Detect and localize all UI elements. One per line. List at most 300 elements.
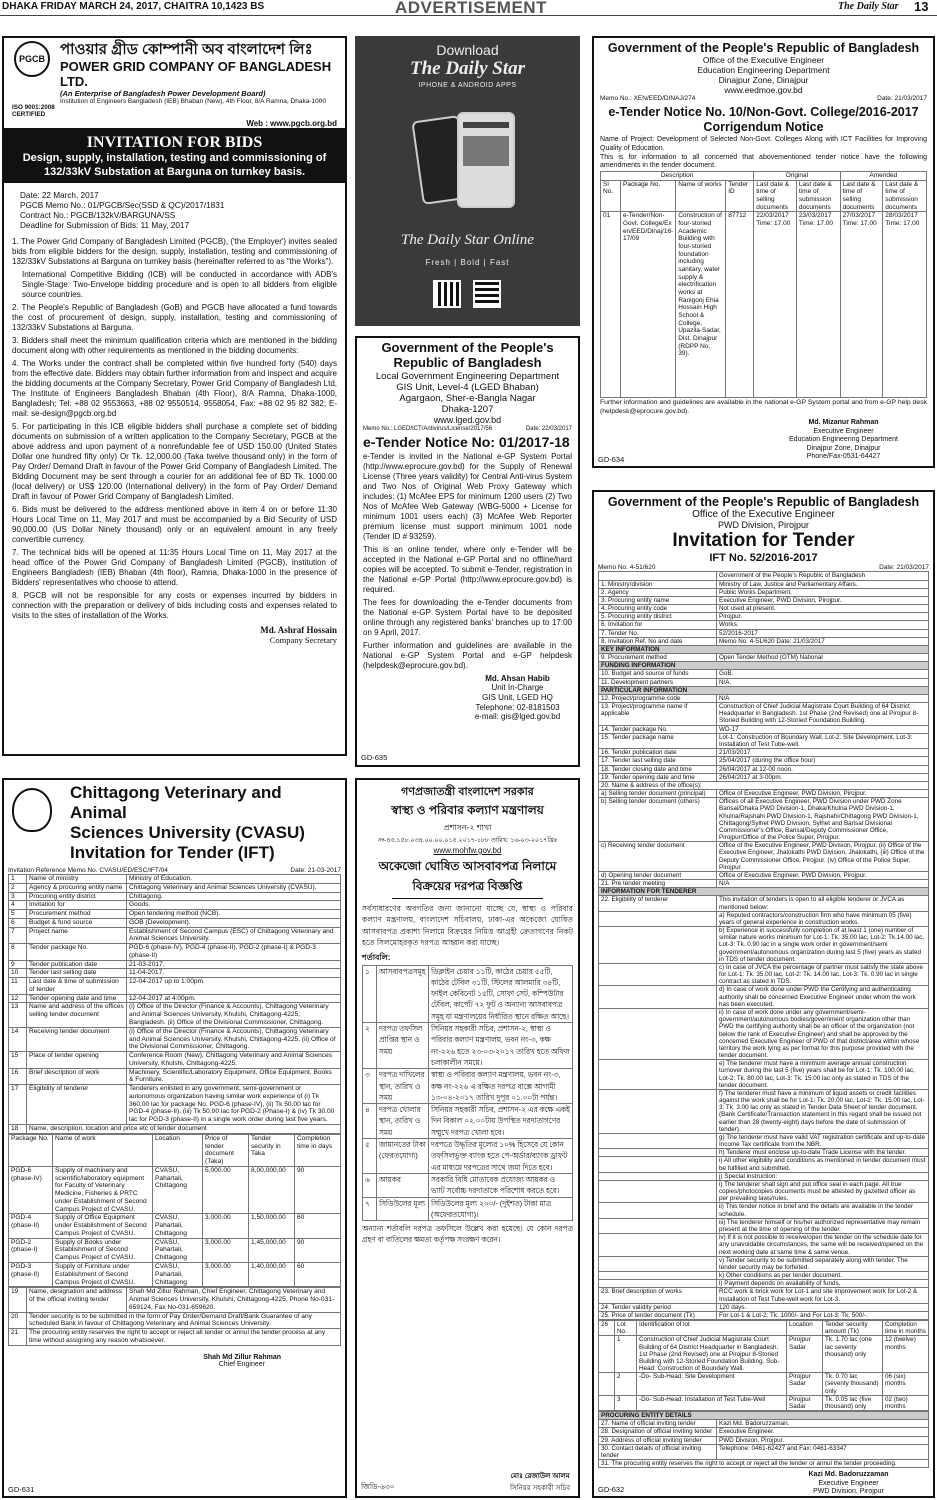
table-cell: 60	[295, 1214, 341, 1238]
mohfw-web: www.mohfw.gov.bd	[433, 846, 502, 855]
table-row	[599, 1009, 929, 1060]
table-row	[599, 1373, 929, 1396]
row-label	[599, 927, 717, 964]
pgcb-name-bn: পাওয়ার গ্রীড কোম্পানী অব বাংলাদেশ লিঃ	[60, 41, 313, 58]
pgcb-web: Web : www.pgcb.org.bd	[4, 119, 345, 131]
eed-office: Office of the Executive Engineer	[702, 55, 825, 66]
row-value: 120 days.	[717, 1303, 929, 1311]
row-number: 7	[9, 927, 27, 944]
row-label: 20. Name & address of the office(s):	[599, 781, 929, 789]
row-label: আয়কর	[377, 1173, 429, 1197]
row-label: 4. Procuring entity code	[599, 605, 717, 613]
row-label	[599, 986, 717, 1009]
pgcb-sig-title: Company Secretary	[269, 635, 337, 646]
table-row	[599, 790, 929, 798]
row-number: ১	[363, 965, 377, 1022]
pgcb-para: 8. PGCB will not be responsible for any costs or expenses incurred by bidders in connection with the preparation or delivery of bids including costs and expenses related to visits to the sites of installation of the Works.	[12, 591, 337, 621]
row-label: 19. Tender opening date and time	[599, 773, 717, 781]
row-label	[599, 1149, 717, 1157]
lged-para: This is an online tender, where only e-Tender will be accepted in the National e-GP Portal and no offline/hard copies will be accepted. To submit e-Tender, registration in the National e-GP Portal (http://www.eprocure.gov.bd) is required.	[363, 544, 572, 594]
table-cell: 8,00,000.00	[249, 1166, 295, 1214]
ds-apps: IPHONE & ANDROID APPS	[418, 82, 517, 89]
row-label: 11. Development partners	[599, 678, 717, 686]
cvasu-title: Invitation for Tender (IFT)	[70, 843, 275, 862]
row-number: ৭	[363, 1197, 377, 1221]
table-row	[599, 1149, 929, 1157]
row-label	[599, 572, 717, 580]
row-value: Government of the People's Republic of Bangladesh	[717, 572, 929, 580]
lged-sig-name: Md. Ahsan Habib	[485, 673, 550, 683]
column-header: Package No.	[9, 1134, 53, 1166]
table-cell: 1,40,000.00	[249, 1262, 295, 1286]
pwd-table-2	[598, 1411, 929, 1468]
eed-date: Date: 21/03/2017	[877, 95, 927, 103]
pwd-advert	[592, 490, 935, 1498]
row-label: 17. Tender last selling date	[599, 757, 717, 765]
lged-sig-line: GIS Unit, LGED HQ	[482, 693, 553, 703]
mohfw-advert	[355, 778, 580, 1498]
row-value: (i) Office of the Director (Finance & Accounts), Chittagong Veterinary and Animal Sciences University, Khulshi, Chittagong-4225, Bangladesh. (ii) Office of the Divisional Commissioner, Chittagong.	[127, 1003, 341, 1027]
eed-col: Last date & time of submission documents	[883, 180, 927, 212]
row-number: 21	[9, 1329, 27, 1346]
row-label: Procurement method	[27, 910, 127, 919]
eed-cell: 01	[601, 212, 621, 398]
eed-advert	[592, 36, 935, 468]
table-header	[599, 1321, 929, 1336]
lged-web: www.lged.gov.bd	[433, 414, 502, 425]
row-label	[599, 1256, 717, 1271]
column-header: Name of work	[53, 1134, 153, 1166]
row-value: c) In case of JVCA the percentage of partner must satisfy the state above for Lot-1: Tk. 35.00 lac, Lot-2: Tk. 14.00 lac, Lot-3: Tk. 0.90 lac in single contract as stated in TDS.	[717, 963, 929, 986]
row-label	[599, 1157, 717, 1172]
eed-head: Description	[601, 172, 754, 181]
row-label: Eligibility of tenderer	[27, 1085, 127, 1125]
row-value: Works.	[717, 621, 929, 629]
section-heading: PARTICULAR INFORMATION	[599, 686, 929, 694]
table-cell: 90	[295, 1166, 341, 1214]
row-value: ii) In case of work done under any government/semi-government/autonomous bodies/government organization other than PWD the certifying authority shall be an officer of the organization (not below the rank of Executive Engineer) and shall be approved by the concerned Executive Engineer of PWD of that district/area within whose territory the work lying as per format for this purpose provided with the tender document.	[717, 1009, 929, 1060]
table-cell: 3	[615, 1395, 637, 1410]
table-row	[9, 901, 341, 910]
table-row	[599, 588, 929, 596]
row-label: 30. Contact details of official inviting tender	[599, 1444, 717, 1459]
row-label: Agency & procuring entity name	[27, 883, 127, 892]
row-value: iii) The tenderer himself or his/her authorized representative may remain present at the time of opening of the tender.	[717, 1218, 929, 1233]
row-label: Name, description, location and price etc of tender document	[27, 1124, 341, 1133]
cvasu-date: Date: 21-03-2017	[290, 867, 341, 874]
lged-para: The fees for downloading the e-Tender documents from the National e-GP System Portal have to be deposited online through any registered banks' branches up to 17:00 on 9 April, 2017.	[363, 597, 572, 637]
lged-advert	[355, 336, 580, 767]
row-label: Place of tender opening	[27, 1052, 127, 1069]
table-row	[599, 662, 929, 670]
table-row	[599, 1060, 929, 1090]
mohfw-section: প্রশাসন-২ শাখা	[443, 823, 492, 832]
row-value: 12-04-2017 up to 1:00pm.	[127, 978, 341, 995]
row-label	[599, 1089, 717, 1133]
eed-cell: 27/03/2017 Time: 17.00	[840, 212, 883, 398]
eed-sub: Corrigendum Notice	[703, 119, 824, 134]
table-row	[363, 1197, 573, 1221]
table-row	[599, 1395, 929, 1410]
row-value: Construction of Chief Judicial Magistrate Court Building of 64 District Headquarter in Bangladesh. 1st Phase (2nd Revised) one at Pirojpur 8-Storied Building with 12-Storied Foundation Building.	[717, 703, 929, 726]
table-header	[9, 1134, 341, 1166]
column-header: Location	[787, 1321, 823, 1336]
row-label: 29. Address of official inviting tender	[599, 1436, 717, 1444]
row-label: আসবাবপত্রসমূহ	[377, 965, 429, 1022]
eed-cell: 22/03/2017 Time: 17.00	[754, 212, 797, 398]
row-value: Kazi Md. Badoruzzaman.	[717, 1420, 929, 1428]
ds-logo: The Daily Star	[409, 58, 526, 79]
row-label	[599, 1060, 717, 1090]
eed-sig-name: Md. Mizanur Rahman	[808, 419, 879, 427]
row-number: 15	[9, 1052, 27, 1069]
table-row	[599, 572, 929, 580]
row-label	[599, 1172, 717, 1180]
table-row	[599, 963, 929, 986]
row-label: 18. Tender closing date and time	[599, 765, 717, 773]
table-cell: CVASU, Pahartali, Chittagong	[153, 1238, 203, 1262]
row-label: 5. Procuring entity district	[599, 613, 717, 621]
row-value: Goods.	[127, 901, 341, 910]
table-row	[599, 986, 929, 1009]
table-cell: 1,45,000.00	[249, 1238, 295, 1262]
pgcb-advert	[2, 36, 347, 756]
cvasu-name: Chittagong Veterinary and Animal	[70, 783, 282, 822]
pwd-office: Office of the Executive Engineer	[692, 509, 835, 521]
column-header: Completion time in days	[295, 1134, 341, 1166]
issue-date: DHAKA FRIDAY MARCH 24, 2017, CHAITRA 10,1423 BS	[2, 1, 265, 12]
eed-cell: 87712	[726, 212, 754, 398]
table-cell: 3,000.00	[203, 1214, 249, 1238]
table-row	[599, 1280, 929, 1288]
row-label: 14. Tender package No.	[599, 725, 717, 733]
table-row	[599, 645, 929, 653]
row-label: জামানতের টাকা (ফেরতযোগ্য)	[377, 1139, 429, 1174]
table-row	[9, 910, 341, 919]
row-value: Office of the Executive Engineer, PWD Division, Pirojpur. (ii) Office of the Executive Engineer, Jhalokathi PWD Division, Jhalokathi, (iii) Office of the Deputy Commissioner Office, Pirojpur. (iv) Office of the Police Super, Pirojpur.	[717, 842, 929, 872]
eed-sig-line: Education Engineering Department	[789, 436, 898, 444]
row-label: 31. The procuring entity reserves the right to accept or reject all the tender or annul the tender proceeding.	[599, 1460, 929, 1468]
mohfw-sig-name: মোঃ রেজাউল আলম	[510, 1473, 570, 1480]
row-value: 21/03/2017	[717, 749, 929, 757]
table-cell: -Do- Sub-Head: Installation of Test Tube-Well	[637, 1395, 787, 1410]
column-header: Lot No.	[615, 1321, 637, 1336]
table-row	[599, 629, 929, 637]
paper-name: The Daily Star	[838, 1, 899, 12]
row-label	[599, 1280, 717, 1288]
table-row	[9, 969, 341, 978]
row-label: 2. Agency	[599, 588, 717, 596]
lged-unit: GIS Unit, Level-4 (LGED Bhaban)	[396, 381, 539, 393]
table-cell: Pirojpur Sadar	[787, 1336, 823, 1373]
pgcb-contract: Contract No.: PGCB/132kV/BARGUNA/SS	[20, 211, 176, 221]
pwd-sig-name: Kazi Md. Badoruzzaman	[808, 1471, 889, 1479]
table-cell: CVASU, Pahartali, Chittagong	[153, 1262, 203, 1286]
eed-col: Last date & time of selling documents	[840, 180, 883, 212]
row-value: Open Tender Method (OTM) National	[717, 654, 929, 662]
table-row	[599, 1436, 929, 1444]
gd-number: GD-635	[361, 753, 388, 762]
table-row	[599, 678, 929, 686]
row-value: 26/04/2017 at 3-00pm.	[717, 773, 929, 781]
row-label: Last date & time of submission of tender	[27, 978, 127, 995]
pwd-lot-table	[598, 1320, 929, 1411]
row-value: 11-04-2017.	[127, 969, 341, 978]
row-value: স্বাস্থ্য ও পরিবার কল্যাণ মন্ত্রণালয়, ভবন নং-৩, কক্ষ নং-২২৬ এ রক্ষিত দরপত্র বাক্সে আগামী ১৩-০৪-২০১৭ তারিখ দুপুর ০১.০০টা পর্যন্ত।	[429, 1069, 573, 1104]
pgcb-para: 3. Bidders shall meet the minimum qualification criteria which are mentioned in the bidding document along with other requirements as mentioned in the bidding documents:	[12, 336, 337, 356]
lged-addr1: Agargaon, Sher-e-Bangla Nagar	[399, 392, 536, 404]
pwd-gov: Government of the People's Republic of Bangladesh	[607, 495, 920, 509]
row-label: a) Selling tender document (principal)	[599, 790, 717, 798]
row-label	[599, 1180, 717, 1203]
eed-title: e-Tender Notice No. 10/Non-Govt. College/2016-2017	[608, 105, 919, 120]
eed-gov: Government of the People's Republic of Bangladesh	[607, 41, 920, 55]
row-value: Open tendering method (NCB).	[127, 910, 341, 919]
table-cell: Construction of Chief Judicial Magistrate Court Building of 64 District Headquarter in Bangladesh. 1st Phase (2nd Revised) one at Pirojpur 8-Storied Building with 12-Storied Foundation Building. Sub-Head: Construction of Boundary Wall.	[637, 1336, 787, 1373]
row-value: This invitation of tenders is open to all eligible tenderer or JVCA as mentioned below:	[717, 896, 929, 911]
table-cell: CVASU, Pahartali, Chittagong	[153, 1166, 203, 1214]
table-row	[599, 1272, 929, 1280]
lged-dept: Local Government Engineering Department	[375, 370, 560, 382]
table-row	[599, 703, 929, 726]
table-row	[9, 1085, 341, 1125]
row-value: v) Tender security to be submitted separately along with tender. The tender security may be forfeited.	[717, 1256, 929, 1271]
table-row	[599, 1256, 929, 1271]
table-row	[599, 670, 929, 678]
eed-sig-line: Phone/Fax-0531-64427	[806, 452, 881, 460]
row-label: 13. Project/programme name if applicable	[599, 703, 717, 726]
table-row	[599, 694, 929, 702]
table-cell: PGD-2 (phase-I)	[9, 1238, 53, 1262]
row-label: দরপত্র দাখিলের স্থান, তারিখ ও সময়	[377, 1069, 429, 1104]
row-label: Tender package No.	[27, 944, 127, 961]
table-row	[599, 686, 929, 694]
mohfw-memo: নং-৪৫.১৫৮.০৩৪.০০.০০.০১৫.২০১৭-১৮৮ তারিখ: ১৬-০৩-২০১৭খ্রিঃ	[377, 837, 558, 844]
cvasu-table	[8, 874, 341, 1134]
row-value: i) All other eligibility and conditions as mentioned in tender document must be fulfilled and submitted.	[717, 1157, 929, 1172]
row-label: 12. Project/programme code	[599, 694, 717, 702]
table-cell	[599, 1395, 615, 1410]
table-row	[599, 927, 929, 964]
row-value: k) Other conditions as per tender document.	[717, 1272, 929, 1280]
row-value: h) Tenderer must enclose up-to-date Trade License with the tender.	[717, 1149, 929, 1157]
row-number: 13	[9, 1003, 27, 1027]
row-number: ৬	[363, 1173, 377, 1197]
eed-foot: Further information and guidelines are available in the national e-GP System portal and from e-GP help desk (helpdesk@eprocure.gov.bd).	[600, 399, 927, 415]
row-number: 19	[9, 1288, 27, 1312]
row-value: Shah Md Zillur Rahman, Chief Engineer, Chittagong Veterinary and Animal Sciences University, Khulshi, Chittagong-4225, Phone No-031-659124, Fax No-031-659620.	[127, 1288, 341, 1312]
table-row	[599, 733, 929, 748]
table-cell: Supply of Furniture under Establishment of Second Campus Project of CVASU.	[53, 1262, 153, 1286]
row-number: ৫	[363, 1139, 377, 1174]
row-number: 14	[9, 1027, 27, 1051]
table-row	[9, 1027, 341, 1051]
table-row	[599, 1172, 929, 1180]
table-row	[599, 1412, 929, 1420]
ds-online: The Daily Star Online	[401, 232, 534, 248]
lged-para: e-Tender is invited in the National e-GP System Portal (http://www.eprocure.gov.bd) for the Supply of Renewal License (Three years validity) for Central Anti-virus System and Two Nos of Original Web Proxy Gateway which includes: (1) McAfee EPS for minimum 1200 users (2) Two Nos of McAfee Web Gateway (WBG-5000 + License for minimum 1001 users each) (3) McAfee Web Reporter premium license must support minimum 1001 node (Tender ID # 93259).	[363, 451, 572, 541]
row-number: 5	[9, 910, 27, 919]
row-label: 3. Procuring entity name	[599, 596, 717, 604]
table-row	[599, 1157, 929, 1172]
row-number: 18	[9, 1124, 27, 1133]
mohfw-ministry: স্বাস্থ্য ও পরিবার কল্যাণ মন্ত্রণালয়	[391, 803, 544, 817]
row-number: 8	[9, 944, 27, 961]
table-row	[599, 1203, 929, 1218]
eed-web: www.eedmoe.gov.bd	[724, 85, 803, 96]
row-value: Executive Engineer.	[717, 1428, 929, 1436]
row-label: 25. Price of tender document (Tk)	[599, 1311, 717, 1319]
row-value: Ministry of Law, Justice and Parliamentary Affairs.	[717, 580, 929, 588]
table-row	[9, 927, 341, 944]
row-label	[599, 1272, 717, 1280]
table-cell: Pirojpur Sadar	[787, 1395, 823, 1410]
mohfw-intro: সর্বসাধারণের অবগতির জন্য জানানো যাচ্ছে যে, স্বাস্থ্য ও পরিবার কল্যাণ মন্ত্রণালয়, বাংলাদেশ সচিবালয়, ঢাকা-এর অকেজো ঘোষিত আসবাবপত্র প্রকাশ্য নিলামে বিক্রয়ের নিমিত্ত আগ্রহী ক্রেতাগণের নিকট হতে সিলমোহরকৃত দরপত্র আহ্বান করা যাচ্ছে।	[362, 904, 573, 948]
row-label: Tender security is to be submitted in the form of Pay Order/Demand Draft/Bank Guarantee of any scheduled Bank in favour of Chittagong Veterinary and Animal Sciences University.	[27, 1312, 341, 1329]
table-row	[599, 911, 929, 926]
row-value: Office of Executive Engineer, PWD Division, Pirojpur.	[717, 790, 929, 798]
row-value: g) The tenderer must have valid VAT registration certificate and up-to-date Income Tax certificate from the NBR.	[717, 1133, 929, 1148]
table-row	[9, 1329, 341, 1346]
row-value: For Lot-1 & Lot-2: Tk. 1000/- and For Lot-3: Tk. 500/-.	[717, 1311, 929, 1319]
table-cell: CVASU, Pahartali, Chittagong	[153, 1214, 203, 1238]
table-row	[363, 1023, 573, 1069]
table-row	[599, 1234, 929, 1257]
table-row	[9, 1262, 341, 1286]
pgcb-para: 1. The Power Grid Company of Bangladesh Limited (PGCB), ('the Employer') invites sealed bids from eligible bidders for the design, supply, installation, testing and commissioning of 132/33kV Substations at Barguna on turnkey basis (hereinafter referred to as "the Works").	[12, 237, 337, 267]
mohfw-conditions: শর্তাবলি:	[362, 952, 391, 962]
table-cell: 12 (twelve) months	[883, 1336, 929, 1373]
row-label: 10. Budget and source of funds	[599, 670, 717, 678]
eed-memo: Memo No.: XEN/EED/DINAJ/274	[600, 95, 696, 103]
mohfw-title: বিক্রয়ের দরপত্র বিজ্ঞপ্তি	[392, 878, 543, 899]
row-value: WD-17	[717, 725, 929, 733]
row-label: দরপত্র খোলার স্থান, তারিখ ও সময়	[377, 1104, 429, 1139]
row-label: Budget & fund source	[27, 918, 127, 927]
lged-sig-line: Unit In-Charge	[491, 683, 544, 693]
row-value: 12-04-2017 at 4:00pm.	[127, 994, 341, 1003]
table-cell: Tk. 0.05 lac (five thousand) only	[823, 1395, 883, 1410]
table-row	[599, 1420, 929, 1428]
table-row	[599, 621, 929, 629]
table-row	[599, 842, 929, 872]
row-label: 7. Tender No.	[599, 629, 717, 637]
section-heading: KEY INFORMATION	[599, 645, 929, 653]
table-cell: PGD-6 (phase-IV)	[9, 1166, 53, 1214]
row-label: 24. Tender validity period	[599, 1303, 717, 1311]
table-row	[363, 1104, 573, 1139]
table-row	[599, 637, 929, 645]
table-row	[599, 757, 929, 765]
row-label: 1. Ministry/division	[599, 580, 717, 588]
row-number: ৩	[363, 1069, 377, 1104]
row-value: Pirojpur.	[717, 613, 929, 621]
row-value: Tenderers enlisted in any government, semi-government or autonomous organization having similar work experience of (i) Tk 360.00 lac for package No. PGD-6 (phase-IV), (ii) Tk 50.00 lac for PGD-4 (phase-II), (iii) Tk 50.00 lac for PGD-2 (Phase-I) & (iv) Tk 30.00 lac for PGD-3 (phase-II) in a single work order during last five years.	[127, 1085, 341, 1125]
eed-col: Last date & time of selling documents	[754, 180, 797, 212]
row-label	[599, 911, 717, 926]
table-row	[599, 1133, 929, 1148]
pgcb-sig-name: Md. Ashraf Hossain	[260, 625, 337, 636]
lged-addr2: Dhaka-1207	[441, 403, 494, 415]
row-label: c) Receiving tender document	[599, 842, 717, 872]
section-title: ADVERTISEMENT	[395, 0, 547, 17]
row-label: Name and address of the offices selling tender document	[27, 1003, 127, 1027]
table-row	[9, 978, 341, 995]
table-row	[599, 725, 929, 733]
section-heading: PROCURING ENTITY DETAILS	[599, 1412, 929, 1420]
eed-sig-line: Executive Engineer	[813, 427, 874, 435]
table-cell: 5,000.00	[203, 1166, 249, 1214]
row-value: Offices of all Executive Engineer, PWD Division under PWD Zone Barisal/Dhaka PWD Division-1, Dhaka/Khulna PWD Division-1, Khulna/Rajshahi PWD Division-1, Rajshahi/Chittagong PWD Division-1, Chittagong/Sylhet PWD Division, Sylhet and Barisal Divisional Commissioner's Office, Barisal/Deputy Commissioner Office, Pirojpur/Office of the Police Super, Pirojpur.	[717, 798, 929, 842]
table-row	[9, 1068, 341, 1085]
table-row	[363, 1173, 573, 1197]
row-number: 11	[9, 978, 27, 995]
pwd-div: PWD Division, Pirojpur	[717, 520, 810, 531]
row-label: Brief description of work	[27, 1068, 127, 1085]
row-label	[599, 963, 717, 986]
table-row	[9, 918, 341, 927]
row-value: সিনিয়র সহকারী সচিব, প্রশাসন-২ এর কক্ষে একই দিন বিকাল ০২.০০টায় উপস্থিত দরদাতাগণের সম্মুখে দরপত্র খোলা হবে।	[429, 1104, 573, 1139]
row-value: j) Special instruction:	[717, 1172, 929, 1180]
table-cell: Supply of Office Equipment under Establishment of Second Campus Project of CVASU.	[53, 1214, 153, 1238]
pgcb-date: Date: 22 March, 2017	[20, 191, 99, 201]
row-label: d) Opening tender document	[599, 871, 717, 879]
pgcb-para: 6. Bids must be delivered to the address mentioned above in item 4 on or before 11:30 Hours Local Time on 11, May 2017 and must be accompanied by a Bid Security of USD 90,000.00 (US Dollar Ninety thousand) only or an equivalent amount in any freely convertible currency.	[12, 505, 337, 545]
pwd-memo: Memo No. 4-51/620	[598, 564, 656, 572]
pwd-sig-line: Executive Engineer	[818, 1479, 879, 1487]
table-row	[9, 944, 341, 961]
cvasu-package-table	[8, 1134, 341, 1288]
row-number: 6	[9, 918, 27, 927]
row-value: সিডিউলের মূল্য ২০০/- (দুইশত) টাকা মাত্র (অফেরতযোগ্য)।	[429, 1197, 573, 1221]
mohfw-gov: গণপ্রজাতন্ত্রী বাংলাদেশ সরকার	[401, 786, 534, 798]
table-cell: Tk. 1.70 lac (one lac seventy thousand) only	[823, 1336, 883, 1373]
row-value: d) In case of work done under PWD the Certifying and authenticating authority shall be concerned Executive Engineer under whom the work has been executed.	[717, 986, 929, 1009]
row-label: Tender opening date and time	[27, 994, 127, 1003]
row-label	[599, 1234, 717, 1257]
row-value: 26/04/2017 at 12-00 noon.	[717, 765, 929, 773]
pgcb-title: INVITATION FOR BIDS	[86, 133, 263, 151]
table-cell: 60	[295, 1262, 341, 1286]
table-cell: -Do- Sub-Head: Site Development	[637, 1373, 787, 1396]
row-value: (i) Office of the Director (Finance & Accounts), Chittagong Veterinary and Animal Sciences University, Khulshi, Chittagong-4225. (ii) Office of the Divisional Commissioner, Chittagong.	[127, 1027, 341, 1051]
table-cell: Supply of Books under Establishment of Second Campus Project of CVASU.	[53, 1238, 153, 1262]
daily-star-app-advert	[355, 36, 580, 326]
table-row	[9, 994, 341, 1003]
table-cell: 02 (two) months	[883, 1395, 929, 1410]
eed-dept: Education Engineering Department	[697, 65, 830, 76]
row-label: Procuring entity district	[27, 892, 127, 901]
row-label: সিডিউলের মূল্য	[377, 1197, 429, 1221]
table-cell: 90	[295, 1238, 341, 1262]
section-heading: FUNDING INFORMATION	[599, 662, 929, 670]
eed-head: Amended	[840, 172, 926, 181]
mohfw-table	[362, 965, 573, 1222]
row-label: Name, designation and address of the official inviting tender	[27, 1288, 127, 1312]
mohfw-foot: অন্যান্য শর্তাবলি দরপত্র তফসিলে উল্লেখ করা হয়েছে। যে কোন দরপত্র গ্রহণ বা বাতিলের ক্ষমতা কর্তৃপক্ষ সংরক্ষণ করেন।	[362, 1224, 573, 1245]
row-value: N/A	[717, 694, 929, 702]
row-number: 2	[9, 883, 27, 892]
cvasu-table-2	[8, 1287, 341, 1345]
pwd-table	[598, 571, 929, 1320]
table-row	[599, 773, 929, 781]
gd-number: GD-631	[8, 1485, 35, 1494]
row-value: Establishment of Second Campus (ESC) of Chittagong Veterinary and Animal Sciences University.	[127, 927, 341, 944]
table-row	[599, 896, 929, 911]
row-number: 17	[9, 1085, 27, 1125]
table-cell	[599, 1373, 615, 1396]
eed-zone: Dinajpur Zone, Dinajpur	[718, 75, 809, 86]
